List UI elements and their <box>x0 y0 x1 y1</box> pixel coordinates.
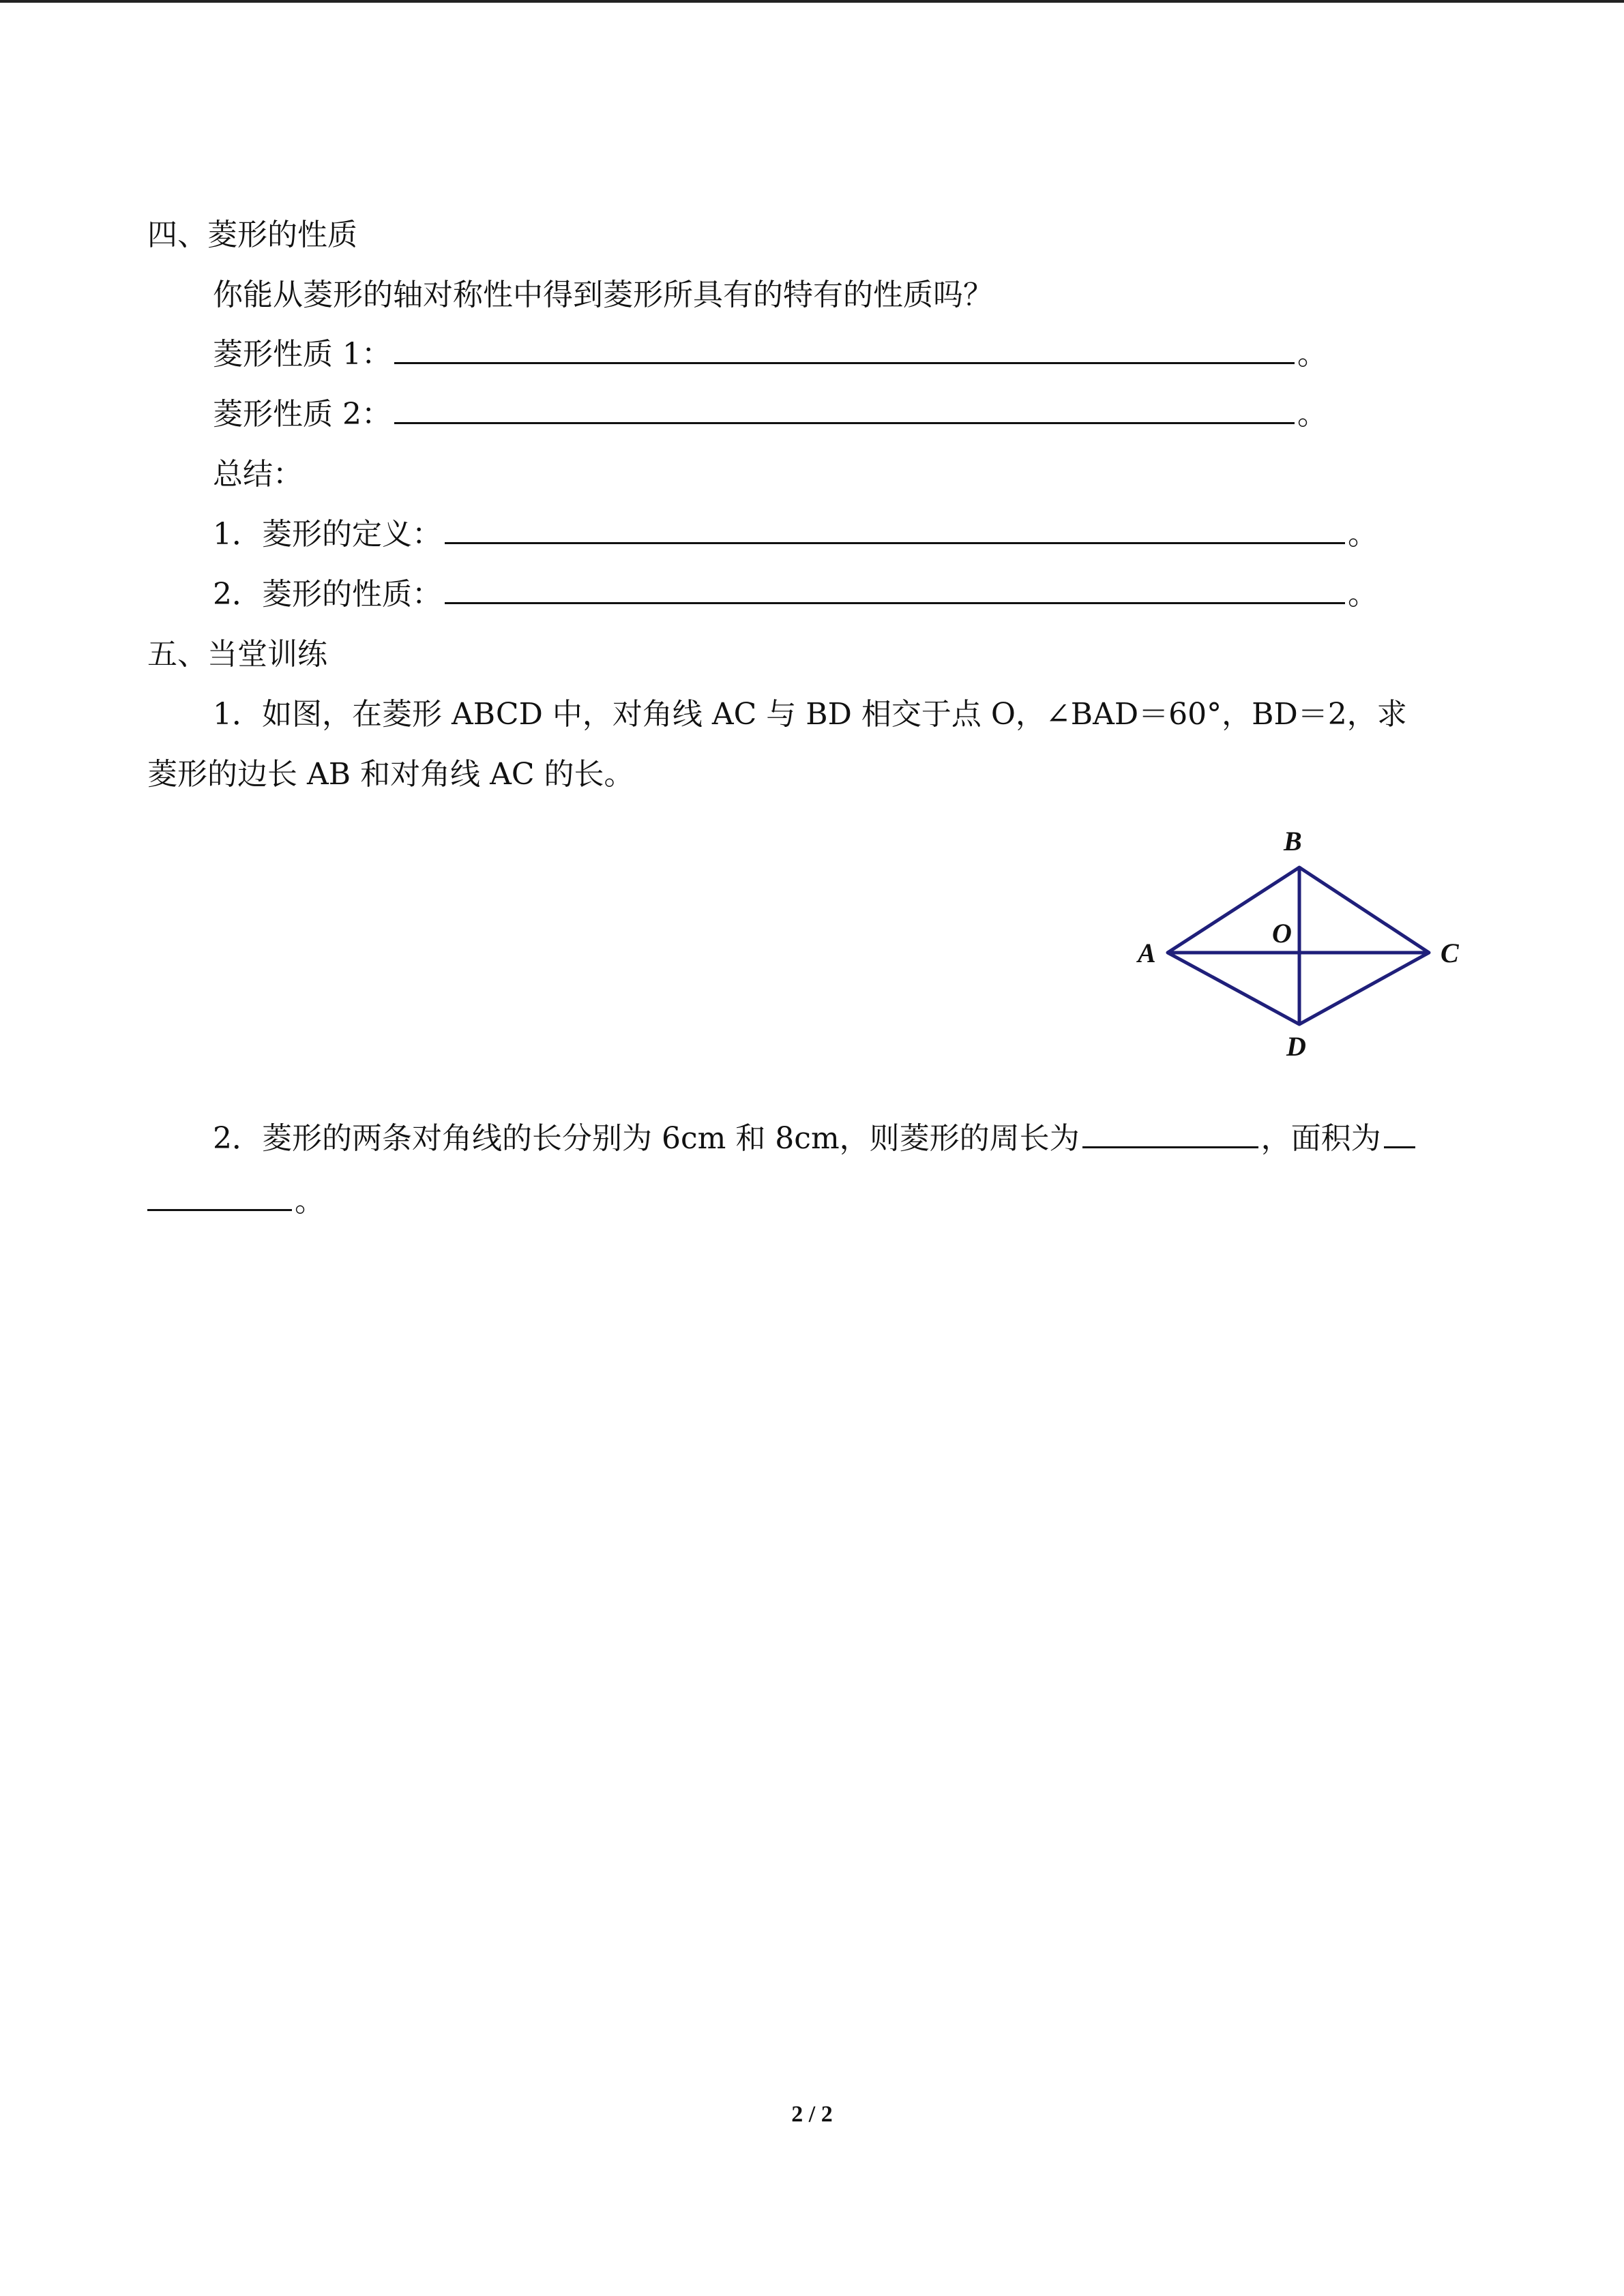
property-2-row <box>213 394 1327 435</box>
label-d: D <box>1286 1031 1306 1062</box>
label-c: C <box>1441 938 1459 968</box>
summary-property-period: 。 <box>1348 577 1378 612</box>
property-1-blank[interactable] <box>394 335 1295 364</box>
label-b: B <box>1284 826 1302 856</box>
rhombus-figure <box>1119 811 1487 1077</box>
summary-definition-row <box>213 514 1378 555</box>
section-heading-rhombus-properties: 四、菱形的性质 <box>147 218 357 252</box>
area-blank-continued[interactable] <box>147 1182 292 1211</box>
summary-property-blank[interactable] <box>445 575 1345 604</box>
problem-2-line-2 <box>147 1181 325 1222</box>
summary-definition-blank[interactable] <box>445 515 1345 544</box>
summary-property-label: 2．菱形的性质： <box>213 577 442 612</box>
problem-2-text-a: 2．菱形的两条对角线的长分别为 6cm 和 8cm，则菱形的周长为 <box>213 1121 1080 1156</box>
property-1-label: 菱形性质 1： <box>213 337 392 372</box>
area-blank-start[interactable] <box>1384 1119 1415 1148</box>
question-text: 你能从菱形的轴对称性中得到菱形所具有的特有的性质吗？ <box>213 278 993 312</box>
property-2-blank[interactable] <box>394 395 1295 424</box>
problem-2-period: 。 <box>295 1184 325 1219</box>
problem-1-line-1: 1．如图，在菱形 ABCD 中，对角线 AC 与 BD 相交于点 O，∠BAD＝60°，BD＝2，求 <box>213 697 1407 732</box>
property-1-period: 。 <box>1297 337 1327 372</box>
label-a: A <box>1138 938 1156 968</box>
summary-label: 总结： <box>213 457 303 492</box>
perimeter-blank[interactable] <box>1082 1119 1258 1148</box>
property-2-period: 。 <box>1297 397 1327 432</box>
summary-definition-label: 1．菱形的定义： <box>213 517 442 552</box>
property-2-label: 菱形性质 2： <box>213 397 392 432</box>
property-1-row <box>213 334 1327 375</box>
section-heading-practice: 五、当堂训练 <box>147 637 327 672</box>
summary-definition-period: 。 <box>1348 517 1378 552</box>
problem-2-line-1 <box>213 1118 1418 1159</box>
label-o: O <box>1272 918 1292 949</box>
page-top-border <box>0 0 1624 3</box>
summary-property-row <box>213 574 1378 615</box>
problem-2-text-b: ，面积为 <box>1260 1121 1381 1156</box>
problem-1-line-2: 菱形的边长 AB 和对角线 AC 的长。 <box>147 757 634 792</box>
page-number: 2 / 2 <box>791 2102 833 2127</box>
